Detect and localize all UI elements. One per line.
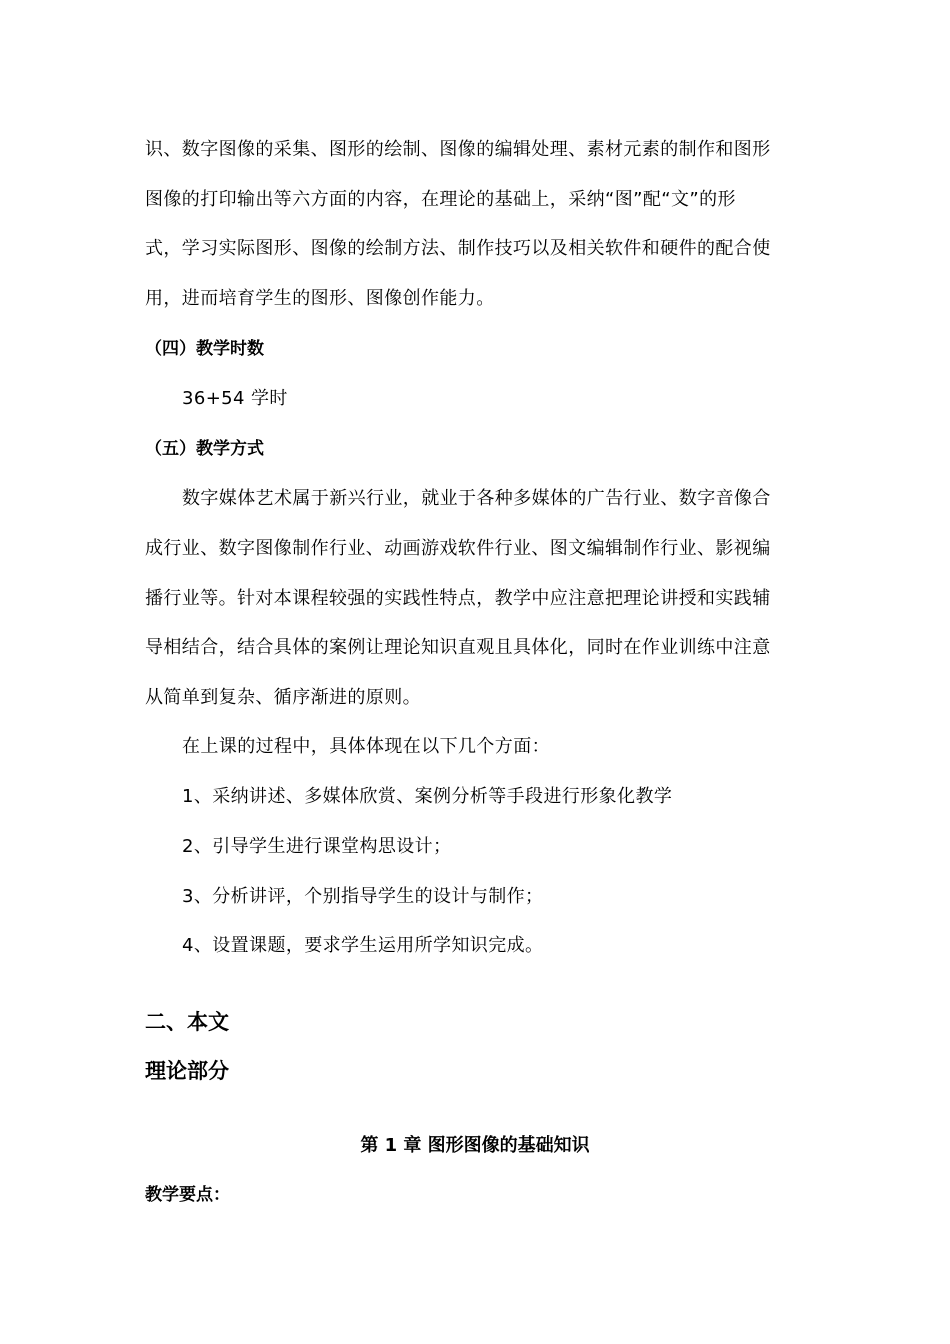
chapter-title: 第 1 章 图形图像的基础知识 [360,1135,590,1156]
paragraph-line: 用，进而培育学生的图形、图像创作能力。 [145,288,495,309]
paragraph-line: 成行业、数字图像制作行业、动画游戏软件行业、图文编辑制作行业、影视编 [145,538,771,559]
paragraph-line: 从简单到复杂、循序渐进的原则。 [145,687,421,708]
list-item: 3、分析讲评，个别指导学生的设计与制作； [182,886,544,907]
section-heading-teaching-method: （五）教学方式 [145,439,264,459]
list-item: 2、引导学生进行课堂构思设计； [182,836,452,857]
paragraph-line: 导相结合，结合具体的案例让理论知识直观且具体化，同时在作业训练中注意 [145,637,771,658]
paragraph-line: 数字媒体艺术属于新兴行业，就业于各种多媒体的广告行业、数字音像合 [182,488,771,509]
section-heading-teaching-hours: （四）教学时数 [145,339,264,359]
part-heading: 二、本文 [145,1010,229,1034]
key-points-label: 教学要点： [145,1185,230,1205]
list-intro: 在上课的过程中，具体体现在以下几个方面： [182,736,550,757]
paragraph-line: 式，学习实际图形、图像的绘制方法、制作技巧以及相关软件和硬件的配合使 [145,238,771,259]
theory-heading: 理论部分 [145,1059,229,1083]
teaching-hours-value: 36+54 学时 [182,388,288,409]
paragraph-line: 识、数字图像的采集、图形的绘制、图像的编辑处理、素材元素的制作和图形 [145,139,771,160]
list-item: 1、采纳讲述、多媒体欣赏、案例分析等手段进行形象化教学 [182,786,673,807]
paragraph-line: 图像的打印输出等六方面的内容，在理论的基础上，采纳“图”配“文”的形 [145,189,736,210]
list-item: 4、设置课题，要求学生运用所学知识完成。 [182,935,544,956]
paragraph-line: 播行业等。针对本课程较强的实践性特点，教学中应注意把理论讲授和实践辅 [145,588,771,609]
